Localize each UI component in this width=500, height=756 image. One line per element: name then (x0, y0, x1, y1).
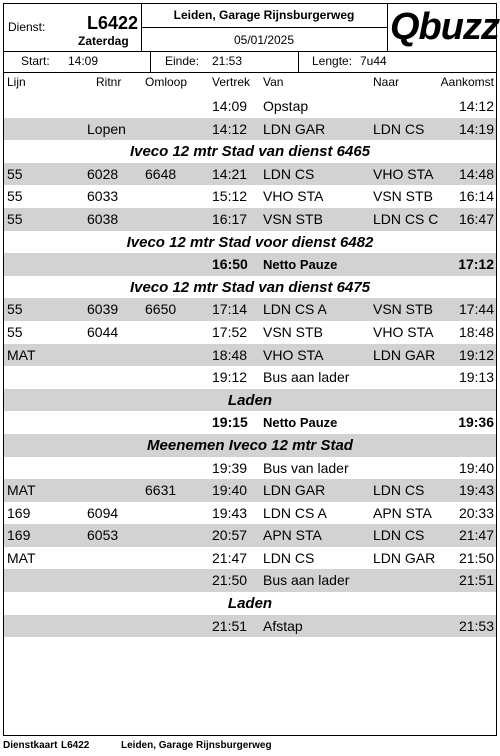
cell-lijn: MAT (7, 549, 36, 566)
cell-vertrek: 21:51 (212, 617, 248, 634)
cell-omloop: 6631 (145, 482, 177, 499)
cell-lijn: 55 (7, 323, 23, 340)
cell-vertrek: 16:17 (212, 210, 248, 227)
section-title: Laden (227, 391, 273, 409)
cell-ritnr: 6044 (87, 323, 119, 340)
section-title-row (4, 592, 496, 615)
section-title-row (4, 389, 496, 412)
cell-lijn: 55 (7, 210, 23, 227)
qbuzz-logo: Qbuzz (390, 6, 499, 48)
cell-van: LDN CS (263, 549, 315, 566)
cell-van: Opstap (263, 98, 309, 114)
cell-aankomst: 20:33 (458, 504, 494, 521)
cell-lijn: 55 (7, 165, 23, 182)
cell-van: LDN CS A (263, 504, 327, 521)
dienst-label: Dienst: (8, 20, 46, 34)
end-time: 21:53 (212, 54, 243, 68)
cell-van: Bus aan lader (263, 369, 350, 386)
section-title: Laden (227, 595, 273, 613)
cell-lijn: 55 (7, 301, 23, 318)
table-row (4, 185, 496, 208)
table-row (4, 344, 496, 367)
table-row (4, 298, 496, 321)
cell-vertrek: 16:50 (212, 256, 248, 273)
table-row (4, 502, 496, 525)
cell-van: VHO STA (263, 188, 324, 205)
cell-naar: VHO STA (373, 165, 434, 182)
cell-vertrek: 21:47 (212, 549, 248, 566)
table-row (4, 118, 496, 141)
cell-van: LDN GAR (263, 120, 326, 137)
section-title-row (4, 231, 496, 254)
cell-van: Netto Pauze (263, 257, 338, 273)
cell-van: APN STA (263, 527, 322, 544)
cell-aankomst: 19:43 (458, 482, 494, 499)
col-lijn: Lijn (7, 75, 26, 89)
cell-aankomst: 21:47 (458, 527, 494, 544)
cell-van: VSN STB (263, 210, 323, 227)
cell-aankomst: 19:13 (458, 369, 494, 386)
cell-van: LDN CS (263, 165, 315, 182)
col-ritnr: Ritnr (96, 75, 122, 89)
cell-naar: LDN CS (373, 482, 425, 499)
day-label: Zaterdag (78, 34, 129, 48)
trip-table (4, 95, 496, 637)
cell-vertrek: 21:50 (212, 572, 248, 589)
garage-name: Leiden, Garage Rijnsburgerweg (173, 8, 355, 22)
cell-aankomst: 18:48 (458, 323, 494, 340)
cell-lijn: 169 (7, 527, 31, 544)
table-row (4, 366, 496, 389)
cell-ritnr: 6039 (87, 301, 119, 318)
cell-lijn: 169 (7, 504, 31, 521)
cell-ritnr: Lopen (87, 120, 126, 137)
end-label: Einde: (165, 54, 200, 68)
date: 05/01/2025 (233, 33, 295, 47)
duty-card (3, 3, 497, 736)
divider (141, 27, 387, 28)
summary-bar (4, 51, 496, 73)
cell-naar: LDN GAR (373, 549, 436, 566)
cell-naar: LDN CS (373, 527, 425, 544)
table-row (4, 615, 496, 638)
cell-aankomst: 21:51 (458, 572, 494, 589)
table-row (4, 321, 496, 344)
divider (298, 51, 299, 72)
cell-van: Bus van lader (263, 459, 349, 476)
col-vertrek: Vertrek (212, 75, 251, 89)
cell-vertrek: 15:12 (212, 188, 248, 205)
cell-van: Afstap (263, 617, 303, 634)
cell-vertrek: 19:39 (212, 459, 248, 476)
cell-ritnr: 6094 (87, 504, 119, 521)
cell-vertrek: 14:09 (212, 98, 248, 114)
cell-ritnr: 6028 (87, 165, 119, 182)
cell-aankomst: 19:12 (458, 346, 494, 363)
pause-row (4, 253, 496, 276)
cell-van: LDN CS A (263, 301, 327, 318)
cell-vertrek: 20:57 (212, 527, 248, 544)
cell-aankomst: 21:50 (458, 549, 494, 566)
cell-naar: LDN CS (373, 120, 425, 137)
cell-van: Netto Pauze (263, 415, 338, 431)
cell-ritnr: 6038 (87, 210, 119, 227)
cell-vertrek: 17:14 (212, 301, 248, 318)
cell-naar: APN STA (373, 504, 432, 521)
section-title: Meenemen Iveco 12 mtr Stad (147, 436, 353, 454)
section-title: Iveco 12 mtr Stad van dienst 6475 (129, 278, 371, 296)
col-omloop: Omloop (145, 75, 188, 89)
section-title-row (4, 434, 496, 457)
cell-naar: VSN STB (373, 301, 433, 318)
table-row (4, 479, 496, 502)
cell-naar: VHO STA (373, 323, 434, 340)
start-label: Start: (21, 54, 50, 68)
section-title: Iveco 12 mtr Stad voor dienst 6482 (126, 233, 374, 251)
table-row (4, 569, 496, 592)
section-title: Iveco 12 mtr Stad van dienst 6465 (129, 143, 371, 161)
length-label: Lengte: (312, 54, 353, 68)
cell-naar: VSN STB (373, 188, 433, 205)
cell-aankomst: 16:14 (458, 188, 494, 205)
cell-vertrek: 19:40 (212, 482, 248, 499)
section-title-row (4, 276, 496, 299)
cell-aankomst: 17:44 (458, 301, 494, 318)
cell-aankomst: 17:12 (458, 256, 494, 273)
footer-card-label: Dienstkaart (3, 740, 58, 751)
cell-aankomst: 14:12 (458, 98, 494, 114)
col-van: Van (263, 75, 284, 89)
cell-lijn: MAT (7, 482, 36, 499)
cell-vertrek: 17:52 (212, 323, 248, 340)
cell-vertrek: 19:43 (212, 504, 248, 521)
cell-naar: LDN CS C (373, 210, 439, 227)
length-value: 7u44 (360, 54, 387, 68)
header (4, 4, 499, 52)
table-row (4, 208, 496, 231)
cell-ritnr: 6033 (87, 188, 119, 205)
col-naar: Naar (373, 75, 400, 89)
table-row (4, 547, 496, 570)
divider (150, 51, 151, 72)
cell-van: Bus aan lader (263, 572, 350, 589)
cell-omloop: 6650 (145, 301, 177, 318)
table-row (4, 163, 496, 186)
cell-omloop: 6648 (145, 165, 177, 182)
cell-van: VHO STA (263, 346, 324, 363)
cell-naar: LDN GAR (373, 346, 436, 363)
cell-aankomst: 14:19 (458, 120, 494, 137)
cell-aankomst: 19:40 (458, 459, 494, 476)
table-row (4, 524, 496, 547)
column-headers (4, 73, 496, 92)
cell-vertrek: 19:12 (212, 369, 248, 386)
cell-lijn: 55 (7, 188, 23, 205)
section-title-row (4, 140, 496, 163)
footer-card-number: L6422 (61, 740, 90, 751)
cell-ritnr: 6053 (87, 527, 119, 544)
cell-aankomst: 21:53 (458, 617, 494, 634)
cell-aankomst: 16:47 (458, 210, 494, 227)
col-aankomst: Aankomst (440, 75, 494, 89)
cell-van: VSN STB (263, 323, 323, 340)
cell-aankomst: 19:36 (458, 414, 494, 431)
cell-vertrek: 18:48 (212, 346, 248, 363)
cell-lijn: MAT (7, 346, 36, 363)
footer-garage: Leiden, Garage Rijnsburgerweg (121, 740, 272, 751)
dienst-number: L6422 (87, 13, 139, 33)
cell-vertrek: 19:15 (212, 414, 248, 431)
table-row (4, 457, 496, 480)
dienst-cell (4, 4, 142, 51)
cell-aankomst: 14:48 (458, 165, 494, 182)
cell-vertrek: 14:12 (212, 120, 248, 137)
cell-vertrek: 14:21 (212, 165, 248, 182)
pause-row (4, 411, 496, 434)
cell-van: LDN GAR (263, 482, 326, 499)
start-time: 14:09 (68, 54, 99, 68)
location-cell (141, 4, 388, 51)
table-row (4, 95, 496, 118)
